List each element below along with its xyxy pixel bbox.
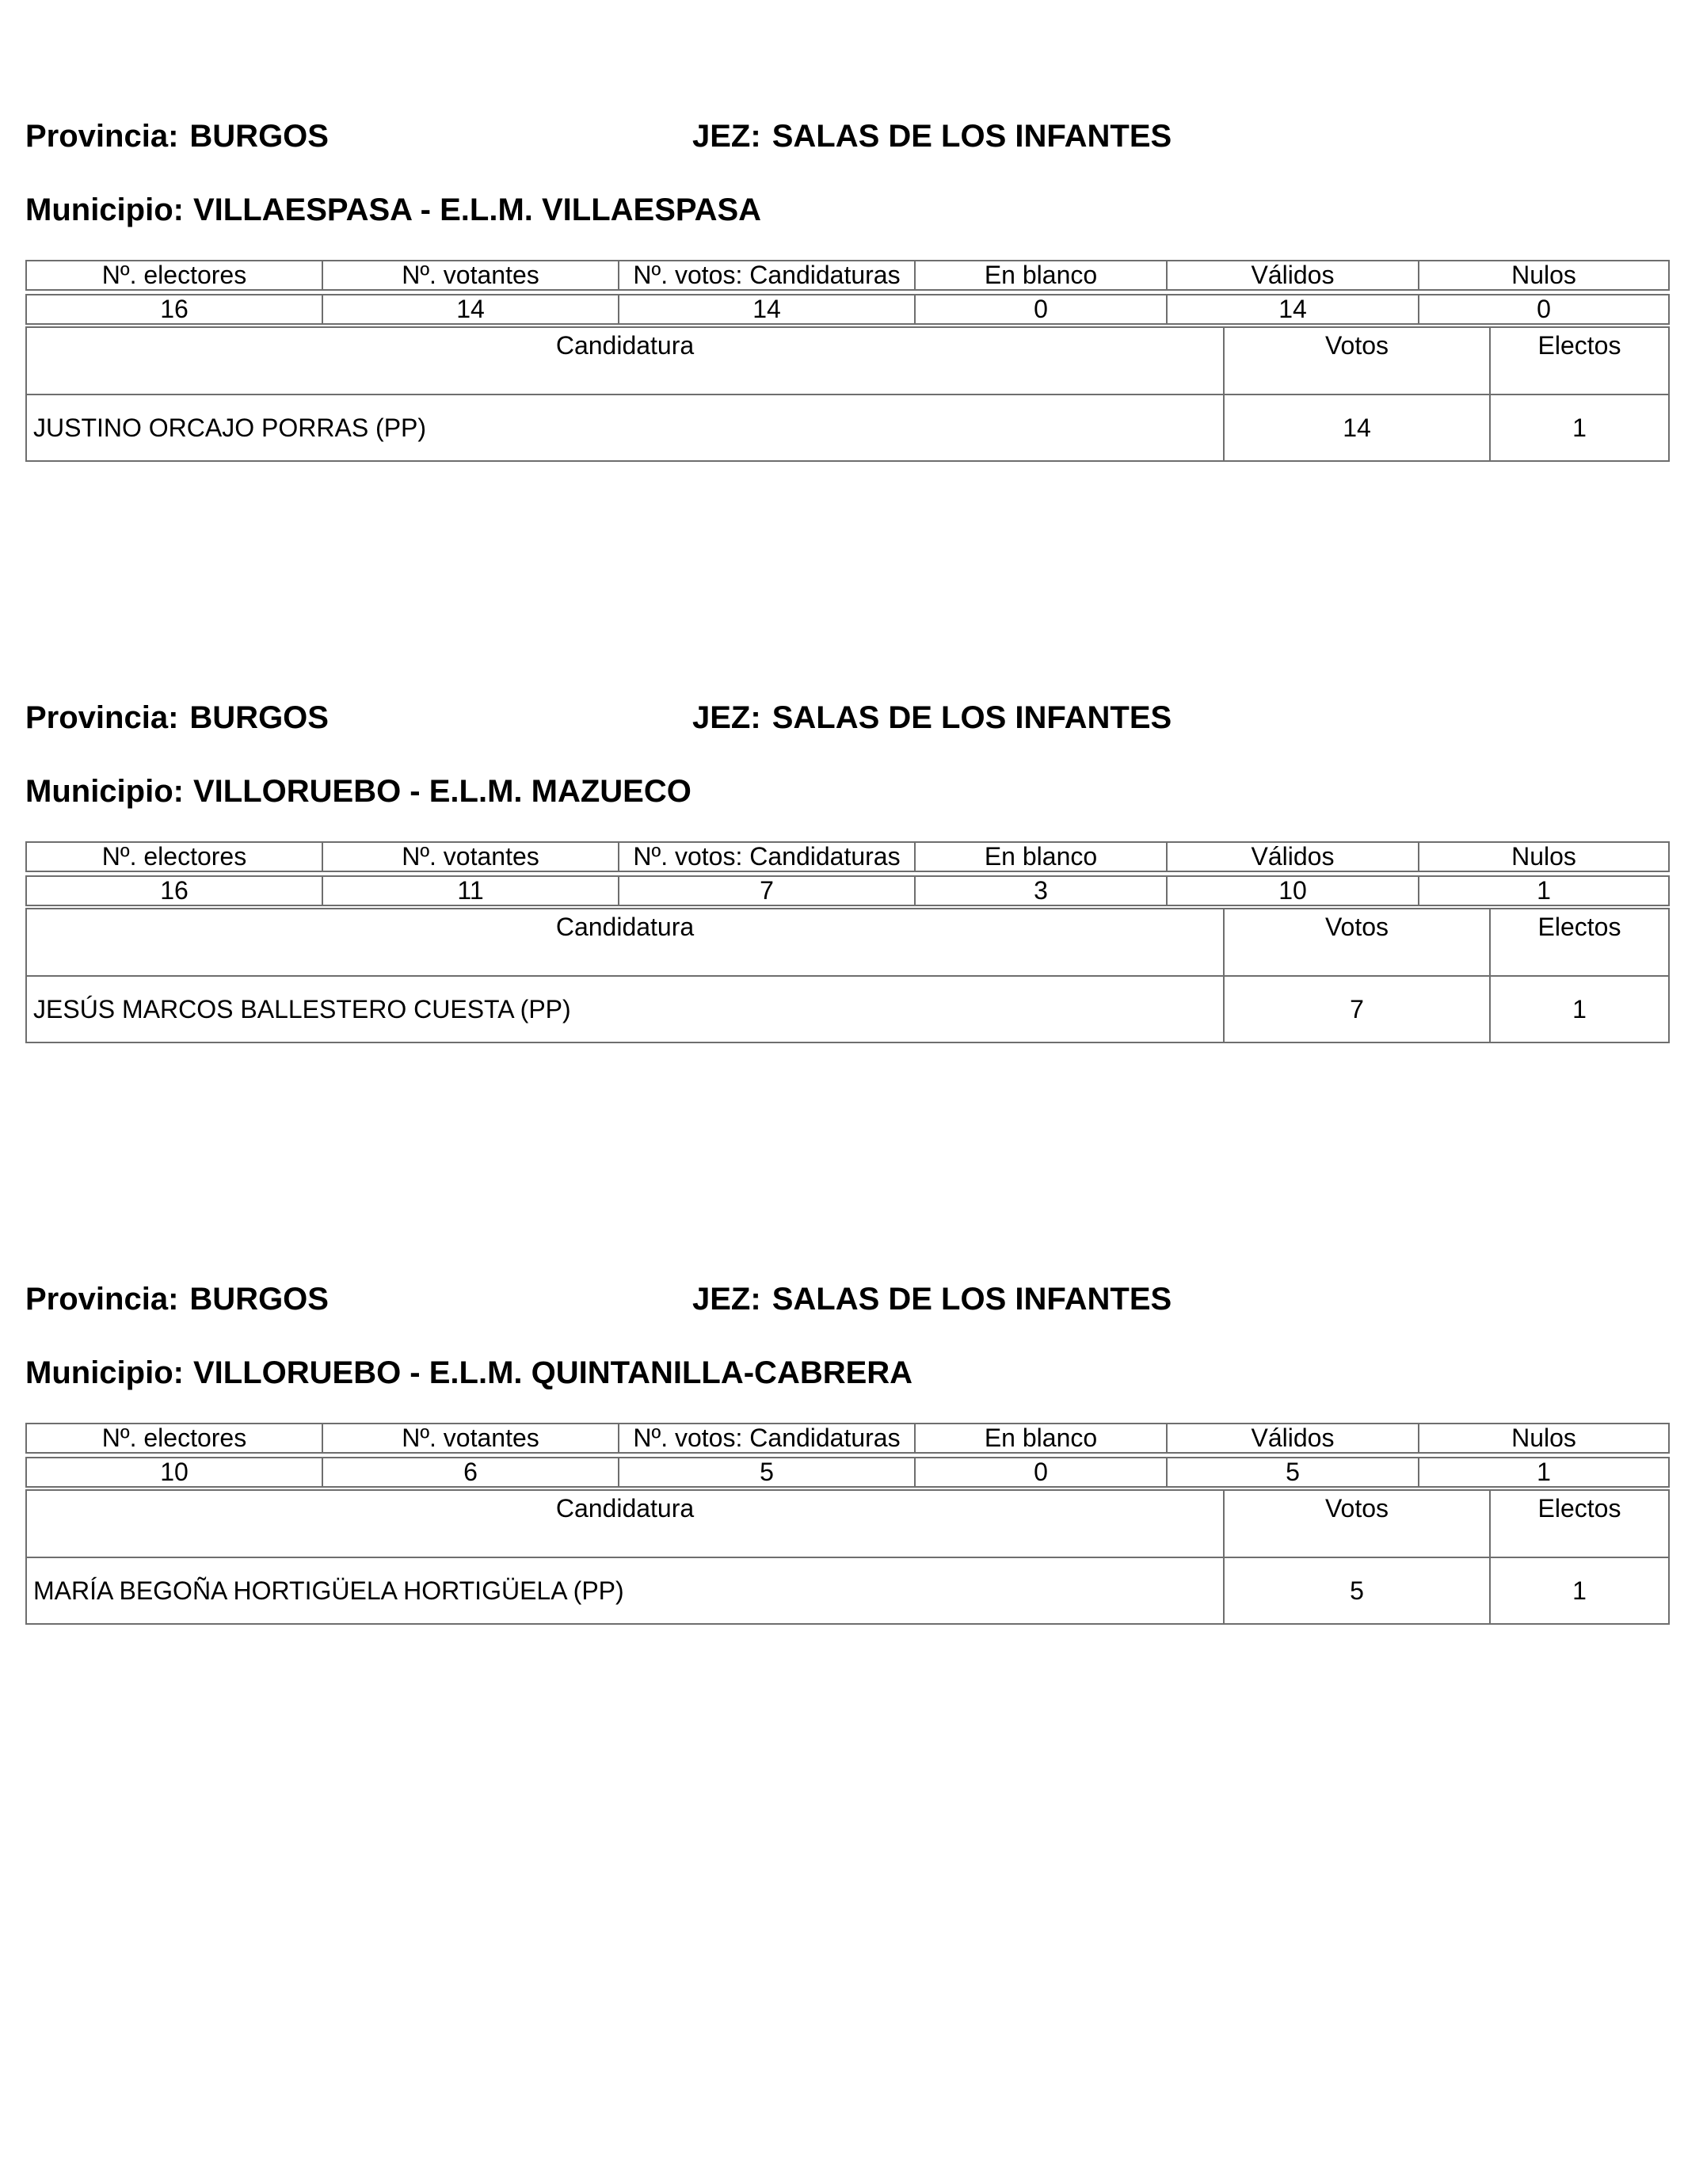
- jez-value: SALAS DE LOS INFANTES: [772, 700, 1172, 735]
- stats-header-cell: Válidos: [1167, 261, 1419, 290]
- provincia-value: BURGOS: [189, 700, 329, 735]
- candidates-table: [25, 908, 1670, 1043]
- candidate-votos: 5: [1224, 1557, 1490, 1624]
- candidate-votos: 14: [1224, 394, 1490, 461]
- stats-table: [25, 260, 1670, 325]
- municipio-label: Municipio:: [25, 774, 184, 809]
- candidates-table: [25, 1489, 1670, 1625]
- stats-value-cell: 14: [619, 295, 915, 324]
- jez-line: [692, 1282, 1172, 1317]
- candidate-row: [26, 394, 1669, 461]
- stats-header-cell: Nº. electores: [26, 842, 322, 871]
- candidate-name: JESÚS MARCOS BALLESTERO CUESTA (PP): [26, 976, 1224, 1042]
- jez-value: SALAS DE LOS INFANTES: [772, 119, 1172, 154]
- stats-value-cell: 10: [26, 1458, 322, 1487]
- municipio-line: [25, 1355, 912, 1391]
- votos-header: Votos: [1224, 327, 1490, 394]
- stats-value-cell: 5: [1167, 1458, 1419, 1487]
- candidate-name: MARÍA BEGOÑA HORTIGÜELA HORTIGÜELA (PP): [26, 1557, 1224, 1624]
- stats-value-cell: 0: [915, 1458, 1167, 1487]
- stats-value-cell: 14: [1167, 295, 1419, 324]
- jez-value: SALAS DE LOS INFANTES: [772, 1282, 1172, 1317]
- electos-header: Electos: [1490, 1490, 1669, 1557]
- municipio-label: Municipio:: [25, 1355, 184, 1390]
- stats-header-cell: Nº. votantes: [322, 1424, 619, 1453]
- stats-header-cell: Nº. votos: Candidaturas: [619, 1424, 915, 1453]
- municipio-value: VILLAESPASA - E.L.M. VILLAESPASA: [192, 192, 762, 227]
- stats-header-row: [26, 842, 1669, 871]
- stats-header-cell: Nº. votantes: [322, 261, 619, 290]
- provincia-line: [25, 1282, 329, 1317]
- stats-value-cell: 6: [322, 1458, 619, 1487]
- stats-header-cell: Nº. votos: Candidaturas: [619, 842, 915, 871]
- candidates-table: [25, 326, 1670, 462]
- municipio-line: [25, 192, 761, 228]
- provincia-value: BURGOS: [189, 119, 329, 154]
- stats-value-row: [26, 295, 1669, 324]
- provincia-line: [25, 119, 329, 154]
- stats-value-cell: 14: [322, 295, 619, 324]
- candidates-header-row: [26, 327, 1669, 394]
- stats-header-cell: Válidos: [1167, 1424, 1419, 1453]
- candidate-row: [26, 976, 1669, 1042]
- stats-value-cell: 0: [915, 295, 1167, 324]
- jez-label: JEZ:: [692, 700, 761, 735]
- electos-header: Electos: [1490, 327, 1669, 394]
- stats-header-cell: Nulos: [1419, 842, 1669, 871]
- candidatura-header: Candidatura: [26, 327, 1224, 394]
- stats-header-cell: Nº. votantes: [322, 842, 619, 871]
- votos-header: Votos: [1224, 909, 1490, 976]
- stats-table: [25, 841, 1670, 906]
- stats-value-row: [26, 1458, 1669, 1487]
- stats-value-cell: 11: [322, 876, 619, 905]
- jez-line: [692, 700, 1172, 736]
- provincia-value: BURGOS: [189, 1282, 329, 1317]
- stats-table: [25, 1423, 1670, 1488]
- stats-value-cell: 16: [26, 295, 322, 324]
- candidate-votos: 7: [1224, 976, 1490, 1042]
- provincia-label: Provincia:: [25, 1282, 179, 1317]
- stats-value-cell: 1: [1419, 876, 1669, 905]
- candidates-header-row: [26, 1490, 1669, 1557]
- stats-value-cell: 16: [26, 876, 322, 905]
- stats-header-cell: Nº. votos: Candidaturas: [619, 261, 915, 290]
- stats-header-row: [26, 1424, 1669, 1453]
- jez-line: [692, 119, 1172, 154]
- stats-value-cell: 3: [915, 876, 1167, 905]
- stats-header-cell: Nº. electores: [26, 261, 322, 290]
- municipio-value: VILLORUEBO - E.L.M. MAZUECO: [192, 774, 692, 809]
- municipio-label: Municipio:: [25, 192, 184, 227]
- stats-value-cell: 10: [1167, 876, 1419, 905]
- candidates-header-row: [26, 909, 1669, 976]
- stats-value-cell: 1: [1419, 1458, 1669, 1487]
- stats-header-cell: Nulos: [1419, 261, 1669, 290]
- stats-header-cell: En blanco: [915, 842, 1167, 871]
- stats-value-cell: 7: [619, 876, 915, 905]
- provincia-label: Provincia:: [25, 700, 179, 735]
- stats-value-cell: 0: [1419, 295, 1669, 324]
- candidatura-header: Candidatura: [26, 1490, 1224, 1557]
- stats-value-cell: 5: [619, 1458, 915, 1487]
- candidate-row: [26, 1557, 1669, 1624]
- votos-header: Votos: [1224, 1490, 1490, 1557]
- provincia-line: [25, 700, 329, 736]
- stats-header-cell: En blanco: [915, 1424, 1167, 1453]
- municipio-value: VILLORUEBO - E.L.M. QUINTANILLA-CABRERA: [192, 1355, 913, 1390]
- candidate-electos: 1: [1490, 976, 1669, 1042]
- candidatura-header: Candidatura: [26, 909, 1224, 976]
- jez-label: JEZ:: [692, 1282, 761, 1317]
- electos-header: Electos: [1490, 909, 1669, 976]
- candidate-name: JUSTINO ORCAJO PORRAS (PP): [26, 394, 1224, 461]
- stats-header-cell: Válidos: [1167, 842, 1419, 871]
- candidate-electos: 1: [1490, 1557, 1669, 1624]
- municipio-line: [25, 774, 692, 810]
- stats-header-cell: Nulos: [1419, 1424, 1669, 1453]
- stats-header-row: [26, 261, 1669, 290]
- stats-header-cell: En blanco: [915, 261, 1167, 290]
- stats-header-cell: Nº. electores: [26, 1424, 322, 1453]
- jez-label: JEZ:: [692, 119, 761, 154]
- stats-value-row: [26, 876, 1669, 905]
- candidate-electos: 1: [1490, 394, 1669, 461]
- provincia-label: Provincia:: [25, 119, 179, 154]
